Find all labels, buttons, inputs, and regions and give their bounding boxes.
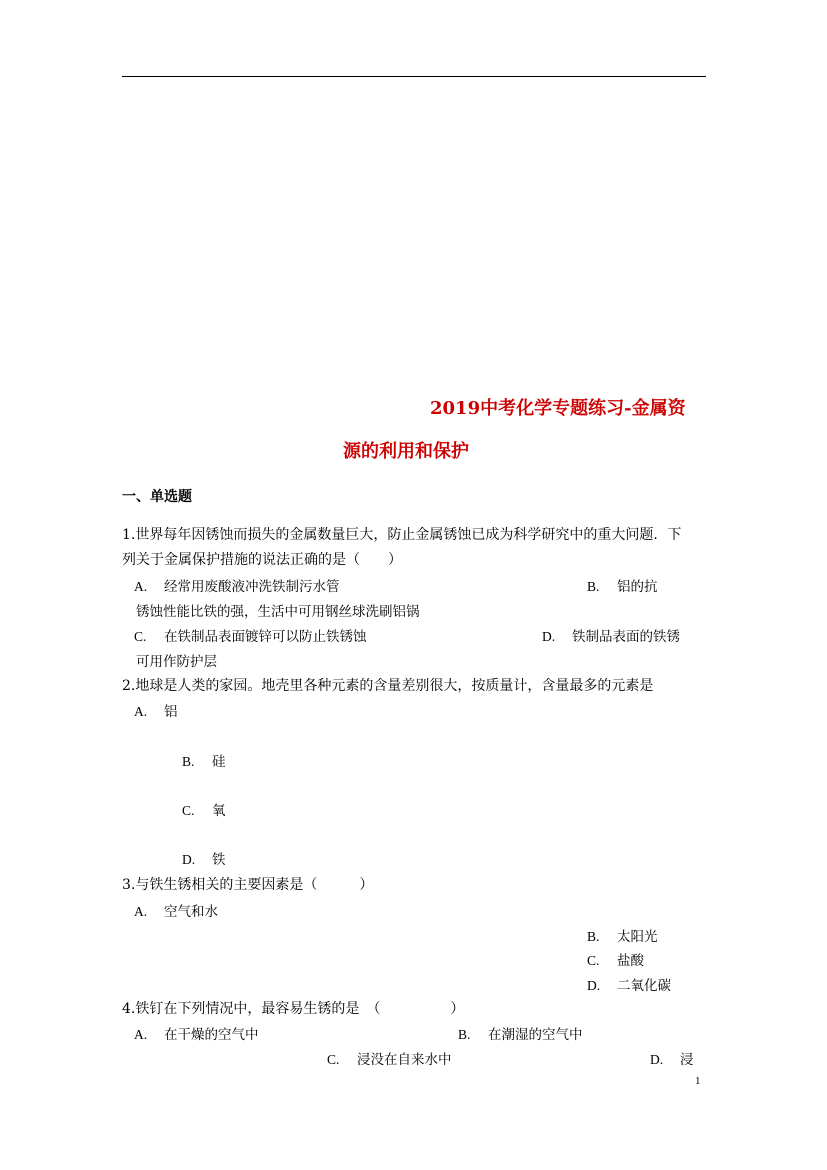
title-line-1: 2019中考化学专题练习-金属资 xyxy=(430,398,686,419)
option-letter: C. xyxy=(134,629,147,644)
option-1a xyxy=(134,575,340,595)
section-heading: 一、单选题 xyxy=(122,489,192,505)
option-1d-continued: 可用作防护层 xyxy=(136,654,217,670)
option-text: 浸 xyxy=(680,1052,694,1068)
option-letter: A. xyxy=(134,579,148,594)
option-text: 硅 xyxy=(212,754,226,770)
option-2c xyxy=(182,799,226,819)
option-2d xyxy=(182,848,226,868)
option-letter: C. xyxy=(182,803,195,818)
option-text: 在潮湿的空气中 xyxy=(488,1027,583,1043)
option-3d xyxy=(587,974,671,994)
option-text: 盐酸 xyxy=(617,953,644,969)
option-4d xyxy=(650,1048,694,1068)
option-text: 在干燥的空气中 xyxy=(164,1027,259,1043)
option-letter: B. xyxy=(587,579,600,594)
option-letter: D. xyxy=(650,1052,664,1067)
option-3c xyxy=(587,949,644,969)
question-1-line-1: 1.世界每年因锈蚀而损失的金属数量巨大，防止金属锈蚀已成为科学研究中的重大问题．下 xyxy=(122,527,682,543)
option-letter: D. xyxy=(587,978,601,993)
question-3-line-1: 3.与铁生锈相关的主要因素是（ ） xyxy=(122,877,374,893)
option-text: 铁 xyxy=(212,852,226,868)
option-text: 二氧化碳 xyxy=(617,978,671,994)
header-rule xyxy=(122,76,706,77)
option-text: 铁制品表面的铁锈 xyxy=(572,629,680,645)
option-4a xyxy=(134,1023,259,1043)
option-letter: D. xyxy=(182,852,196,867)
title-line-2: 源的利用和保护 xyxy=(343,441,469,462)
option-3a xyxy=(134,900,218,920)
question-4-line-1: 4.铁钉在下列情况中，最容易生锈的是 （ ） xyxy=(122,1001,465,1017)
option-1b-continued: 锈蚀性能比铁的强，生活中可用钢丝球洗刷铝锅 xyxy=(136,604,420,620)
page-number: 1 xyxy=(695,1075,701,1087)
question-1-line-2: 列关于金属保护措施的说法正确的是（ ） xyxy=(122,552,402,568)
option-text: 在铁制品表面镀锌可以防止铁锈蚀 xyxy=(164,629,367,645)
option-text: 太阳光 xyxy=(617,929,658,945)
option-1c xyxy=(134,625,367,645)
option-4c xyxy=(327,1048,452,1068)
option-2a xyxy=(134,700,178,720)
option-text: 空气和水 xyxy=(164,904,218,920)
option-text: 铝 xyxy=(164,704,178,720)
option-letter: C. xyxy=(327,1052,340,1067)
option-text: 铝的抗 xyxy=(617,579,658,595)
option-3b xyxy=(587,925,658,945)
option-1b xyxy=(587,575,658,595)
option-4b xyxy=(458,1023,583,1043)
option-1d xyxy=(542,625,680,645)
question-2-line-1: 2.地球是人类的家园。地壳里各种元素的含量差别很大，按质量计，含量最多的元素是 xyxy=(122,678,654,694)
option-text: 氧 xyxy=(212,803,226,819)
option-letter: B. xyxy=(182,754,195,769)
option-2b xyxy=(182,750,226,770)
option-letter: C. xyxy=(587,953,600,968)
option-letter: A. xyxy=(134,1027,148,1042)
option-letter: B. xyxy=(587,929,600,944)
option-text: 经常用废酸液冲洗铁制污水管 xyxy=(164,579,340,595)
option-letter: D. xyxy=(542,629,556,644)
option-letter: A. xyxy=(134,904,148,919)
option-text: 浸没在自来水中 xyxy=(357,1052,452,1068)
option-letter: B. xyxy=(458,1027,471,1042)
option-letter: A. xyxy=(134,704,148,719)
